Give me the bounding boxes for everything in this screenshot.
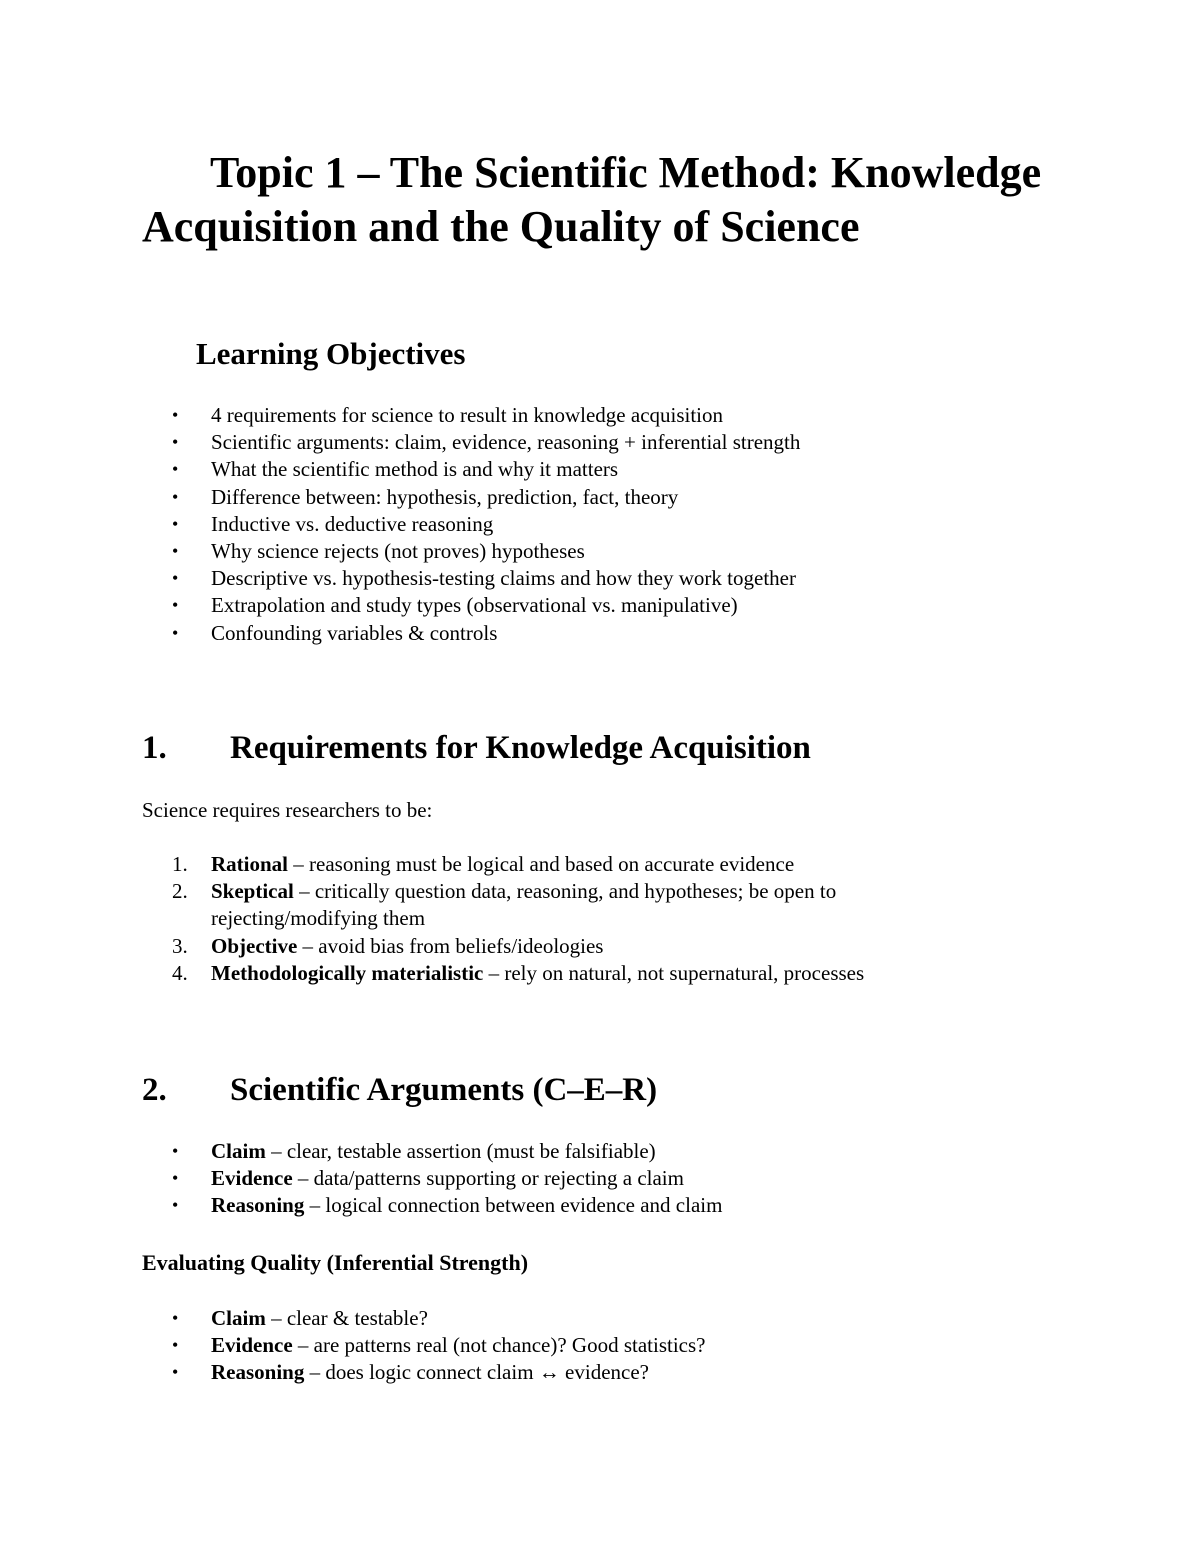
list-item: • What the scientific method is and why it matters	[0, 456, 931, 483]
bullet-icon: •	[172, 595, 179, 616]
term-description: – rely on natural, not supernatural, processes	[483, 960, 865, 985]
bullet-icon: •	[172, 1308, 179, 1328]
list-item: • Descriptive vs. hypothesis-testing claims and how they work together	[0, 565, 931, 592]
evaluating-quality-heading: Evaluating Quality (Inferential Strength)	[142, 1250, 529, 1275]
bullet-icon: •	[172, 1195, 179, 1216]
term: Objective	[211, 933, 298, 958]
bullet-icon: •	[172, 459, 179, 480]
list-item	[0, 878, 931, 932]
term-description: – logical connection between evidence and claim	[304, 1193, 723, 1218]
list-item: • 4 requirements for science to result in knowledge acquisition	[0, 402, 931, 429]
list-item	[0, 933, 931, 960]
section-2-heading	[142, 1070, 657, 1110]
bullet-icon: •	[172, 1362, 179, 1383]
term-description: – are patterns real (not chance)? Good statistics?	[292, 1333, 706, 1358]
section-1-intro: Science requires researchers to be:	[142, 798, 433, 822]
term-description: – does logic connect claim ↔ evidence?	[304, 1360, 649, 1385]
bullet-icon: •	[172, 1168, 179, 1189]
cer-list	[0, 1138, 1100, 1220]
list-number: 1.	[172, 852, 188, 876]
bullet-icon: •	[172, 568, 179, 589]
learning-objectives-heading: Learning Objectives	[196, 336, 466, 371]
term: Reasoning	[211, 1193, 305, 1218]
bullet-icon: •	[172, 486, 179, 507]
bullet-icon: •	[172, 405, 179, 425]
list-item: • Scientific arguments: claim, evidence, reasoning + inferential strength	[0, 429, 931, 456]
list-item	[0, 960, 931, 987]
list-item: • Extrapolation and study types (observational vs. manipulative)	[0, 592, 931, 619]
bullet-icon: •	[172, 1335, 179, 1356]
learning-objectives-list	[0, 402, 1100, 647]
list-number: 4.	[172, 960, 188, 985]
list-item	[0, 1359, 931, 1386]
term: Evidence	[211, 1333, 293, 1358]
term-description: – reasoning must be logical and based on accurate evidence	[288, 852, 795, 876]
requirements-list	[0, 851, 1100, 987]
term: Evidence	[211, 1166, 293, 1191]
term: Claim	[211, 1139, 266, 1163]
section-1-title: Requirements for Knowledge Acquisition	[230, 730, 811, 766]
bullet-icon: •	[172, 1141, 179, 1161]
list-item: • Difference between: hypothesis, prediction, fact, theory	[0, 484, 931, 511]
list-item	[0, 1192, 931, 1219]
list-number: 3.	[172, 933, 188, 958]
list-item	[0, 1138, 931, 1165]
term: Skeptical	[211, 879, 294, 904]
list-item: • Confounding variables & controls	[0, 620, 931, 647]
bullet-icon: •	[172, 622, 179, 643]
term-description: – data/patterns supporting or rejecting a claim	[292, 1166, 684, 1191]
list-item	[0, 851, 931, 878]
term: Rational	[211, 852, 289, 876]
section-2-title: Scientific Arguments (C–E–R)	[230, 1072, 658, 1108]
bullet-icon: •	[172, 432, 179, 453]
term-description: – avoid bias from beliefs/ideologies	[297, 933, 604, 958]
list-item: • Why science rejects (not proves) hypotheses	[0, 538, 931, 565]
term-description: – clear, testable assertion (must be falsifiable)	[265, 1139, 656, 1163]
term-description: – clear & testable?	[265, 1306, 428, 1330]
term: Reasoning	[211, 1360, 305, 1385]
list-item	[0, 1165, 931, 1192]
section-1-heading	[142, 728, 811, 768]
bullet-icon: •	[172, 541, 179, 562]
list-item	[0, 1305, 931, 1332]
document-title: Topic 1 – The Scientific Method: Knowledge Acquisition and the Quality of Science	[142, 148, 1042, 251]
term-description: – critically question data, reasoning, and hypotheses; be open to rejecting/modifying them	[211, 879, 837, 931]
term: Claim	[211, 1306, 266, 1330]
list-item: • Inductive vs. deductive reasoning	[0, 511, 931, 538]
list-number: 2.	[172, 879, 188, 904]
list-item	[0, 1332, 931, 1359]
section-2-number: 2.	[142, 1072, 167, 1108]
evaluating-quality-list	[0, 1305, 1100, 1387]
bullet-icon: •	[172, 513, 179, 534]
term: Methodologically materialistic	[211, 960, 484, 985]
section-1-number: 1.	[142, 730, 167, 766]
